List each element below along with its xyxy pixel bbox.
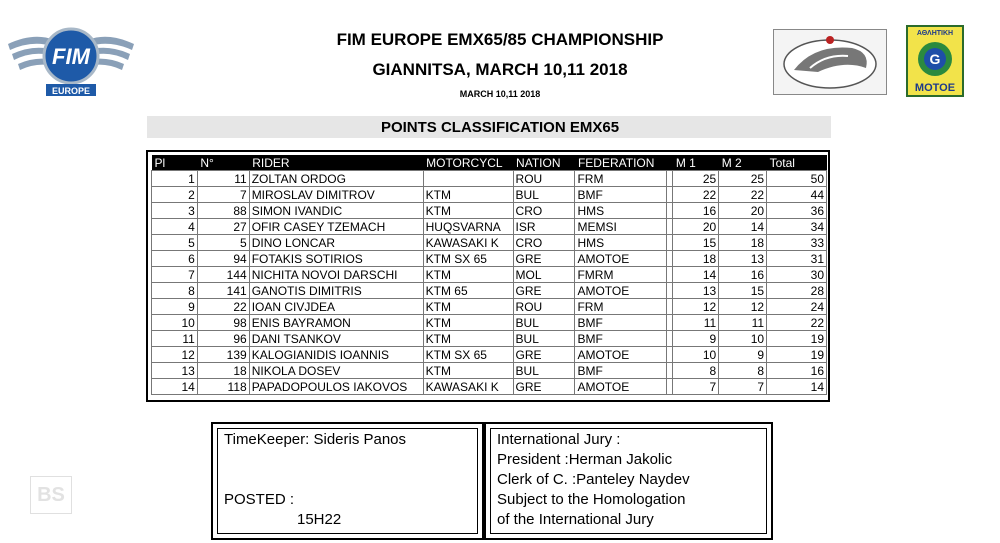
col-header-federation: FEDERATION: [575, 155, 673, 171]
cell-nation: ISR: [513, 219, 575, 235]
cell-rider: OFIR CASEY TZEMACH: [249, 219, 423, 235]
cell-federation: BMF: [575, 363, 667, 379]
cell-number: 96: [197, 331, 249, 347]
jury-note-1: Subject to the Homologation: [497, 491, 686, 508]
cell-nation: BUL: [513, 363, 575, 379]
cell-m1: 8: [673, 363, 719, 379]
cell-motorcycle: KTM: [423, 203, 513, 219]
cell-motorcycle: KTM: [423, 299, 513, 315]
cell-rider: ENIS BAYRAMON: [249, 315, 423, 331]
cell-m1: 15: [673, 235, 719, 251]
svg-text:ΜΟΤΟΕ: ΜΟΤΟΕ: [914, 82, 956, 94]
cell-motorcycle: KTM: [423, 331, 513, 347]
table-row: [152, 299, 827, 315]
cell-rider: GANOTIS DIMITRIS: [249, 283, 423, 299]
table-row: [152, 187, 827, 203]
cell-m1: 25: [673, 171, 719, 187]
cell-total: 24: [767, 299, 827, 315]
timekeeper-box: [211, 422, 484, 540]
cell-m1: 18: [673, 251, 719, 267]
cell-m1: 22: [673, 187, 719, 203]
col-header-m1: M 1: [673, 155, 719, 171]
cell-total: 34: [767, 219, 827, 235]
cell-place: 11: [152, 331, 198, 347]
table-row: [152, 267, 827, 283]
cell-nation: CRO: [513, 203, 575, 219]
col-header-number: N°: [197, 155, 249, 171]
svg-text:EUROPE: EUROPE: [51, 86, 91, 96]
cell-federation: AMOTOE: [575, 251, 667, 267]
table-row: [152, 347, 827, 363]
cell-total: 22: [767, 315, 827, 331]
cell-number: 141: [197, 283, 249, 299]
cell-rider: ZOLTAN ORDOG: [249, 171, 423, 187]
cell-motorcycle: KTM: [423, 363, 513, 379]
col-header-m2: M 2: [719, 155, 767, 171]
cell-federation: HMS: [575, 235, 667, 251]
cell-rider: PAPADOPOULOS IAKOVOS: [249, 379, 423, 395]
cell-m2: 16: [719, 267, 767, 283]
cell-m1: 11: [673, 315, 719, 331]
cell-total: 14: [767, 379, 827, 395]
cell-total: 33: [767, 235, 827, 251]
cell-m2: 18: [719, 235, 767, 251]
cell-total: 19: [767, 331, 827, 347]
event-location-date: GIANNITSA, MARCH 10,11 2018: [372, 60, 628, 79]
cell-federation: HMS: [575, 203, 667, 219]
cell-rider: NICHITA NOVOI DARSCHI: [249, 267, 423, 283]
cell-m2: 8: [719, 363, 767, 379]
table-row: [152, 283, 827, 299]
cell-nation: BUL: [513, 331, 575, 347]
posted-label: POSTED :: [224, 491, 295, 508]
cell-federation: FRM: [575, 171, 667, 187]
cell-federation: AMOTOE: [575, 347, 667, 363]
cell-m2: 25: [719, 171, 767, 187]
cell-m1: 12: [673, 299, 719, 315]
cell-number: 18: [197, 363, 249, 379]
cell-m2: 7: [719, 379, 767, 395]
cell-motorcycle: KTM SX 65: [423, 347, 513, 363]
cell-federation: BMF: [575, 315, 667, 331]
cell-place: 7: [152, 267, 198, 283]
cell-motorcycle: KTM 65: [423, 283, 513, 299]
cell-nation: CRO: [513, 235, 575, 251]
cell-place: 8: [152, 283, 198, 299]
cell-total: 19: [767, 347, 827, 363]
cell-rider: FOTAKIS SOTIRIOS: [249, 251, 423, 267]
cell-number: 22: [197, 299, 249, 315]
results-table-frame: [146, 150, 830, 402]
cell-place: 10: [152, 315, 198, 331]
cell-number: 94: [197, 251, 249, 267]
cell-motorcycle: KTM: [423, 315, 513, 331]
cell-nation: BUL: [513, 187, 575, 203]
cell-place: 12: [152, 347, 198, 363]
cell-nation: GRE: [513, 379, 575, 395]
cell-nation: ROU: [513, 171, 575, 187]
fim-europe-logo: [4, 14, 138, 100]
table-row: [152, 379, 827, 395]
table-header-row: [152, 155, 827, 171]
table-row: [152, 203, 827, 219]
cell-rider: DINO LONCAR: [249, 235, 423, 251]
table-row: [152, 251, 827, 267]
cell-motorcycle: HUQSVARNA: [423, 219, 513, 235]
cell-number: 144: [197, 267, 249, 283]
jury-box: [484, 422, 773, 540]
cell-m2: 13: [719, 251, 767, 267]
cell-number: 27: [197, 219, 249, 235]
cell-m1: 9: [673, 331, 719, 347]
cell-place: 14: [152, 379, 198, 395]
cell-place: 1: [152, 171, 198, 187]
table-row: [152, 235, 827, 251]
cell-motorcycle: [423, 171, 513, 187]
cell-m2: 12: [719, 299, 767, 315]
cell-motorcycle: KTM: [423, 187, 513, 203]
cell-place: 9: [152, 299, 198, 315]
cell-number: 139: [197, 347, 249, 363]
cell-total: 31: [767, 251, 827, 267]
table-row: [152, 219, 827, 235]
cell-rider: NIKOLA DOSEV: [249, 363, 423, 379]
cell-nation: ROU: [513, 299, 575, 315]
cell-federation: FMRM: [575, 267, 667, 283]
cell-number: 98: [197, 315, 249, 331]
section-title: POINTS CLASSIFICATION EMX65: [380, 119, 620, 136]
cell-number: 11: [197, 171, 249, 187]
event-date: MARCH 10,11 2018: [459, 89, 541, 99]
cell-nation: BUL: [513, 315, 575, 331]
cell-federation: AMOTOE: [575, 283, 667, 299]
col-header-motorcycle: MOTORCYCL: [423, 155, 513, 171]
cell-total: 16: [767, 363, 827, 379]
cell-m2: 11: [719, 315, 767, 331]
cell-nation: MOL: [513, 267, 575, 283]
cell-federation: BMF: [575, 331, 667, 347]
cell-number: 118: [197, 379, 249, 395]
cell-motorcycle: KTM SX 65: [423, 251, 513, 267]
cell-total: 44: [767, 187, 827, 203]
cell-total: 28: [767, 283, 827, 299]
cell-total: 36: [767, 203, 827, 219]
svg-text:G: G: [929, 51, 941, 67]
cell-m2: 9: [719, 347, 767, 363]
cell-motorcycle: KTM: [423, 267, 513, 283]
cell-rider: SIMON IVANDIC: [249, 203, 423, 219]
cell-federation: BMF: [575, 187, 667, 203]
cell-rider: DANI TSANKOV: [249, 331, 423, 347]
jury-president: President :Herman Jakolic: [497, 451, 673, 468]
cell-nation: GRE: [513, 251, 575, 267]
cell-m1: 10: [673, 347, 719, 363]
table-row: [152, 315, 827, 331]
cell-m2: 10: [719, 331, 767, 347]
cell-m1: 14: [673, 267, 719, 283]
cell-m1: 7: [673, 379, 719, 395]
col-header-place: Pl: [152, 155, 198, 171]
results-table: [151, 155, 827, 395]
watermark-logo: BS: [30, 476, 72, 514]
table-row: [152, 363, 827, 379]
table-row: [152, 331, 827, 347]
cell-number: 7: [197, 187, 249, 203]
timekeeper-name: TimeKeeper: Sideris Panos: [224, 431, 407, 448]
jury-note-2: of the International Jury: [497, 511, 654, 528]
cell-rider: KALOGIANIDIS IOANNIS: [249, 347, 423, 363]
cell-rider: MIROSLAV DIMITROV: [249, 187, 423, 203]
cell-m2: 15: [719, 283, 767, 299]
cell-m2: 14: [719, 219, 767, 235]
cell-federation: FRM: [575, 299, 667, 315]
col-header-nation: NATION: [513, 155, 575, 171]
jury-title: International Jury :: [497, 431, 621, 448]
cell-place: 2: [152, 187, 198, 203]
cell-place: 5: [152, 235, 198, 251]
cell-nation: GRE: [513, 283, 575, 299]
cell-total: 50: [767, 171, 827, 187]
cell-m2: 22: [719, 187, 767, 203]
cell-total: 30: [767, 267, 827, 283]
table-row: [152, 171, 827, 187]
cell-motorcycle: KAWASAKI K: [423, 235, 513, 251]
cell-number: 88: [197, 203, 249, 219]
cell-m2: 20: [719, 203, 767, 219]
col-header-total: Total: [767, 155, 827, 171]
cell-m1: 16: [673, 203, 719, 219]
svg-text:FIM: FIM: [52, 44, 90, 69]
svg-text:ΑΘΛΗΤΙΚΗ: ΑΘΛΗΤΙΚΗ: [916, 30, 954, 37]
posted-time: 15H22: [297, 511, 342, 528]
cell-federation: MEMSI: [575, 219, 667, 235]
cell-federation: AMOTOE: [575, 379, 667, 395]
page-title: FIM EUROPE EMX65/85 CHAMPIONSHIP: [336, 30, 664, 49]
cell-rider: IOAN CIVJDEA: [249, 299, 423, 315]
cell-nation: GRE: [513, 347, 575, 363]
cell-m1: 13: [673, 283, 719, 299]
cell-place: 3: [152, 203, 198, 219]
cell-place: 4: [152, 219, 198, 235]
col-header-rider: RIDER: [249, 155, 423, 171]
cell-m1: 20: [673, 219, 719, 235]
cell-place: 13: [152, 363, 198, 379]
cell-motorcycle: KAWASAKI K: [423, 379, 513, 395]
jury-clerk: Clerk of C. :Panteley Naydev: [497, 471, 690, 488]
cell-place: 6: [152, 251, 198, 267]
cell-number: 5: [197, 235, 249, 251]
